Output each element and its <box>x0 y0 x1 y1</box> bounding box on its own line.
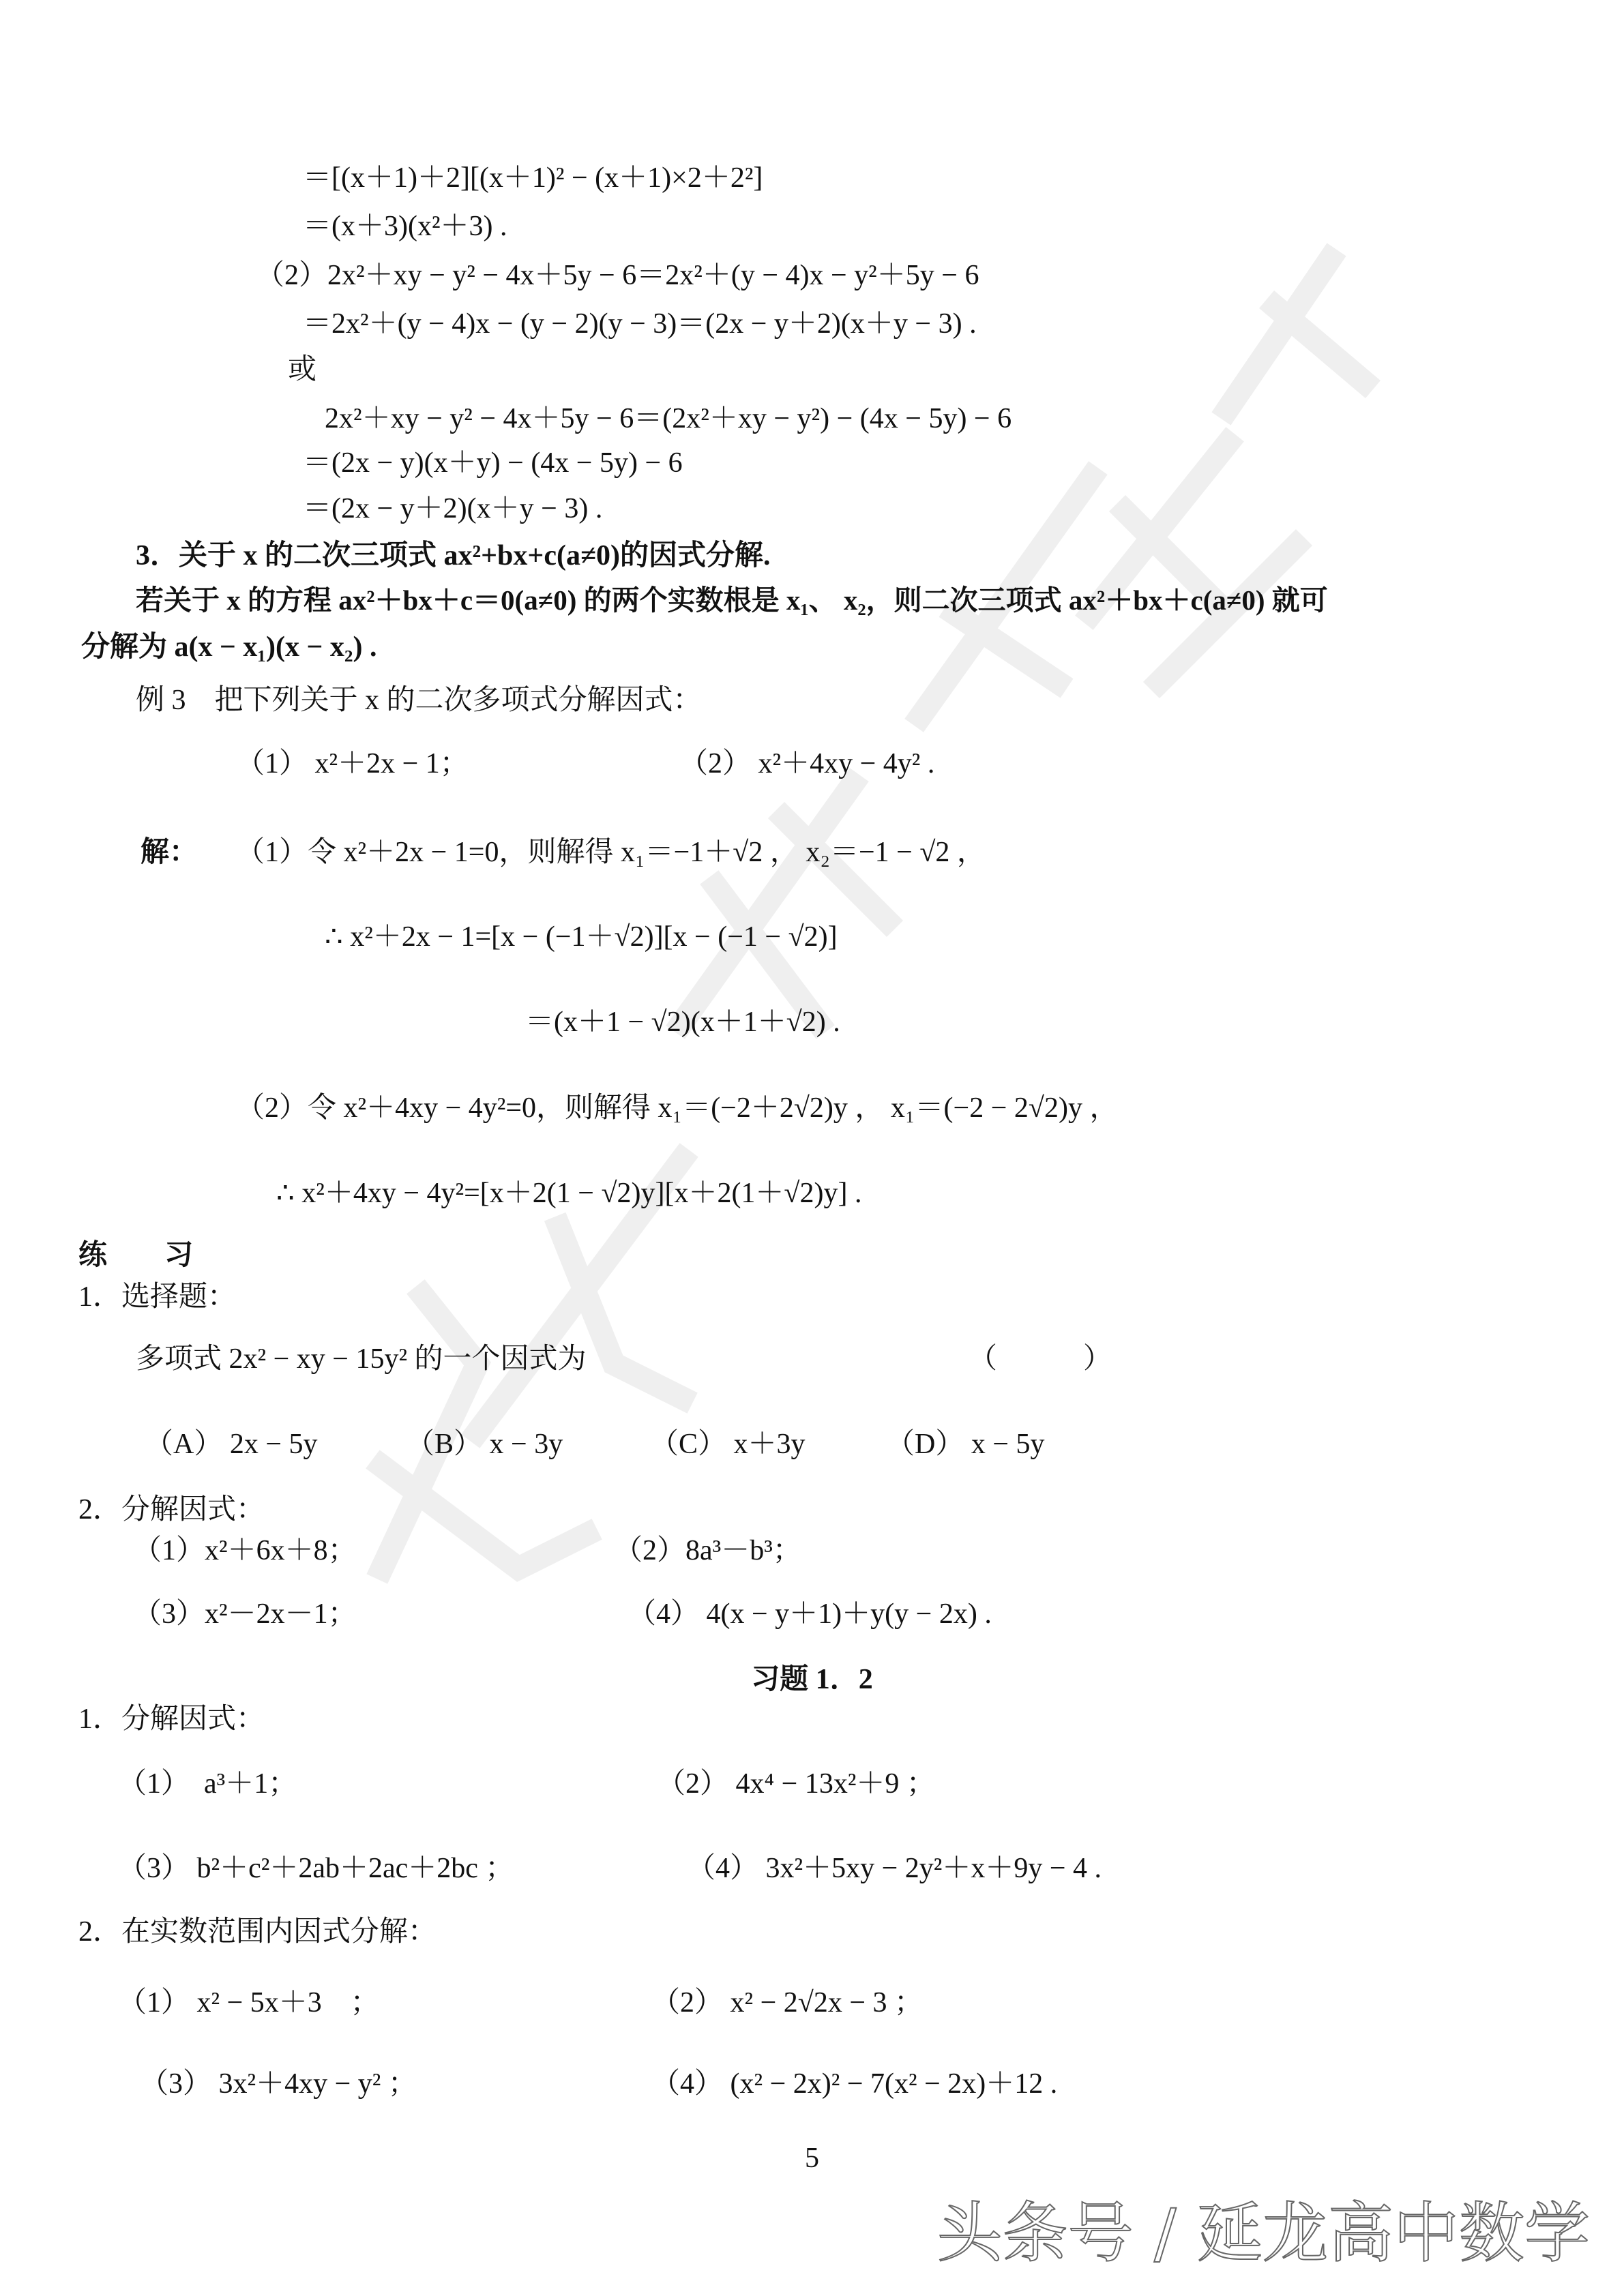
math-line: ＝[(x＋1)＋2][(x＋1)² − (x＋1)×2＋2²] <box>303 162 763 194</box>
problem-item: （1）x²＋6x＋8； <box>133 1535 357 1566</box>
question-heading: 2．分解因式： <box>78 1494 265 1525</box>
problem-item: （3） 3x²＋4xy − y² ； <box>140 2068 417 2100</box>
math-line: （2）2x²＋xy − y² − 4x＋5y − 6＝2x²＋(y − 4)x − y²＋5y − 6 <box>256 260 979 291</box>
option-a: （A） 2x − 5y <box>145 1429 318 1460</box>
question-heading: 1．分解因式： <box>78 1703 265 1735</box>
question-heading: 2．在实数范围内因式分解： <box>78 1916 437 1948</box>
problem-item: （2）8a³－b³； <box>614 1535 801 1566</box>
problem-item: （4） 3x²＋5xy − 2y²＋x＋9y − 4 . <box>687 1853 1102 1884</box>
question-heading: 1．选择题： <box>78 1281 237 1313</box>
section-heading: 3．关于 x 的二次三项式 ax²+bx+c(a≠0)的因式分解. <box>136 540 771 571</box>
math-line: 2x²＋xy − y² − 4x＋5y − 6＝(2x²＋xy − y²) − (4x − 5y) − 6 <box>325 403 1012 434</box>
problem-item: （2） x² − 2√2x − 3 ； <box>651 1987 924 2018</box>
math-line: ∴ x²＋4xy − 4y²=[x＋2(1 − √2)y][x＋2(1＋√2)y] . <box>276 1178 862 1209</box>
math-line: ＝(x＋3)(x²＋3) . <box>303 211 507 242</box>
option-b: （B） x − 3y <box>406 1429 563 1460</box>
math-line: ＝(2x − y＋2)(x＋y − 3) . <box>303 493 603 524</box>
problem-item: （1） x² − 5x＋3 ； <box>118 1987 379 2018</box>
source-footer: 头条号 / 延龙高中数学 <box>936 2195 1590 2271</box>
option-c: （C） x＋3y <box>650 1429 806 1460</box>
math-line: （1）令 x²＋2x − 1=0，则解得 x₁＝−1＋√2 ， x₂＝−1 − √2 ， <box>236 837 986 868</box>
math-line: （2）令 x²＋4xy − 4y²=0，则解得 x₁＝(−2＋2√2)y ， x₁＝(−2 − 2√2)y ， <box>236 1092 1119 1124</box>
paragraph: 分解为 a(x − x₁)(x − x₂) . <box>81 631 377 663</box>
answer-blank: （ ） <box>969 1343 1112 1375</box>
practice-heading: 练 习 <box>78 1240 194 1271</box>
solution-label: 解： <box>141 837 198 868</box>
math-line: ＝(x＋1 − √2)(x＋1＋√2) . <box>525 1007 840 1038</box>
problem-item: （2） x²＋4xy − 4y² . <box>679 748 935 779</box>
text-line: 或 <box>288 354 317 385</box>
paragraph: 若关于 x 的方程 ax²＋bx＋c＝0(a≠0) 的两个实数根是 x₁、 x₂，则二次三项式 ax²＋bx＋c(a≠0) 就可 <box>136 584 1328 616</box>
problem-item: （4） 4(x − y＋1)＋y(y − 2x) . <box>628 1598 992 1630</box>
option-d: （D） x − 5y <box>886 1429 1045 1460</box>
exercise-title: 习题 1．2 <box>751 1664 873 1695</box>
math-line: ∴ x²＋2x − 1=[x − (−1＋√2)][x − (−1 − √2)] <box>325 921 838 953</box>
math-line: ＝2x²＋(y − 4)x − (y − 2)(y − 3)＝(2x − y＋2)(x＋y − 3) . <box>303 308 977 340</box>
problem-item: （1） x²＋2x − 1； <box>236 748 469 779</box>
page-number: 5 <box>805 2143 819 2174</box>
example-heading: 例 3 把下列关于 x 的二次多项式分解因式： <box>136 685 702 716</box>
question-text: 多项式 2x² − xy − 15y² 的一个因式为 <box>136 1343 587 1375</box>
problem-item: （1） a³＋1； <box>118 1768 297 1800</box>
math-line: ＝(2x − y)(x＋y) − (4x − 5y) − 6 <box>303 447 683 479</box>
problem-item: （2） 4x⁴ − 13x²＋9 ； <box>657 1768 935 1800</box>
problem-item: （3）x²－2x－1； <box>133 1598 357 1630</box>
problem-item: （3） b²＋c²＋2ab＋2ac＋2bc ； <box>118 1853 514 1884</box>
problem-item: （4） (x² − 2x)² − 7(x² − 2x)＋12 . <box>651 2068 1058 2100</box>
